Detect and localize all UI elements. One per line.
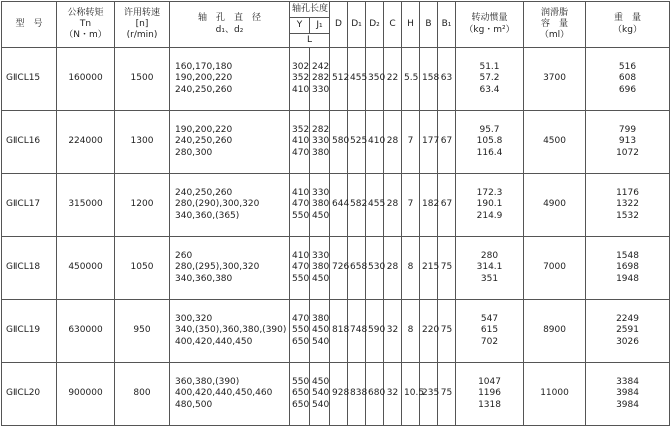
cell-y-line: 302 bbox=[292, 62, 310, 73]
cell-b1: 75 bbox=[438, 237, 456, 300]
cell-inertia bbox=[456, 300, 524, 363]
header-torque-l2: Tn bbox=[79, 18, 92, 29]
cell-b: 215 bbox=[420, 237, 438, 300]
cell-y-line: 470 bbox=[292, 314, 310, 325]
cell-weight-line: 516 bbox=[618, 62, 637, 73]
cell-bore-line: 400,420,440,450 bbox=[175, 336, 253, 347]
cell-y-line: 410 bbox=[292, 136, 310, 147]
cell-j1-line: 450 bbox=[312, 325, 330, 336]
cell-j1-line: 330 bbox=[312, 84, 330, 95]
cell-c: 28 bbox=[384, 174, 402, 237]
header-d: D bbox=[330, 2, 348, 48]
cell-b: 177 bbox=[420, 111, 438, 174]
cell-inertia bbox=[456, 48, 524, 111]
cell-weight-line: 3984 bbox=[616, 388, 639, 399]
cell-torque: 900000 bbox=[57, 363, 115, 426]
cell-weight-line: 1322 bbox=[616, 199, 639, 210]
cell-bore bbox=[170, 300, 290, 363]
cell-weight-line: 1532 bbox=[616, 210, 639, 221]
cell-d: 818 bbox=[330, 300, 348, 363]
cell-inertia-line: 214.9 bbox=[476, 210, 503, 221]
cell-j1 bbox=[310, 48, 330, 111]
header-weight-l1: 重 量 bbox=[614, 13, 642, 24]
table-row bbox=[2, 174, 670, 237]
cell-y-line: 550 bbox=[292, 377, 310, 388]
cell-bore bbox=[170, 363, 290, 426]
header-b: B bbox=[420, 2, 438, 48]
header-d2: D₂ bbox=[366, 2, 384, 48]
cell-speed: 1300 bbox=[115, 111, 170, 174]
cell-d: 644 bbox=[330, 174, 348, 237]
cell-bore-line: 280,300 bbox=[175, 147, 213, 158]
cell-bore-line: 240,250,260 bbox=[175, 188, 233, 199]
cell-torque: 450000 bbox=[57, 237, 115, 300]
cell-inertia bbox=[456, 111, 524, 174]
cell-bore-line: 260 bbox=[175, 251, 193, 262]
header-torque bbox=[57, 2, 115, 48]
cell-inertia-line: 702 bbox=[480, 336, 499, 347]
cell-j1-line: 540 bbox=[312, 388, 330, 399]
cell-bore bbox=[170, 48, 290, 111]
cell-j1 bbox=[310, 300, 330, 363]
header-h: H bbox=[402, 2, 420, 48]
cell-inertia-line: 57.2 bbox=[479, 73, 500, 84]
cell-d1: 525 bbox=[348, 111, 366, 174]
cell-d2: 590 bbox=[366, 300, 384, 363]
cell-bore-line: 340,(350),360,380,(390) bbox=[175, 325, 287, 336]
cell-bore bbox=[170, 111, 290, 174]
cell-grease: 8900 bbox=[524, 300, 586, 363]
header-bore-l1: 轴 孔 直 径 bbox=[197, 13, 261, 24]
cell-bore-line: 190,200,220 bbox=[175, 125, 233, 136]
cell-inertia-line: 95.7 bbox=[479, 125, 500, 136]
cell-weight-line: 1948 bbox=[616, 273, 639, 284]
cell-h: 8 bbox=[402, 237, 420, 300]
cell-speed: 1050 bbox=[115, 237, 170, 300]
cell-h: 10.5 bbox=[402, 363, 420, 426]
cell-weight bbox=[586, 48, 670, 111]
cell-j1 bbox=[310, 363, 330, 426]
cell-bore bbox=[170, 237, 290, 300]
cell-weight-line: 1176 bbox=[616, 188, 639, 199]
cell-weight-line: 3984 bbox=[616, 399, 639, 410]
cell-y-line: 410 bbox=[292, 84, 310, 95]
cell-grease: 11000 bbox=[524, 363, 586, 426]
cell-y-line: 352 bbox=[292, 125, 310, 136]
cell-inertia-line: 116.4 bbox=[476, 147, 503, 158]
cell-c: 28 bbox=[384, 237, 402, 300]
cell-bore-line: 360,380,(390) bbox=[175, 377, 240, 388]
cell-weight-line: 799 bbox=[618, 125, 637, 136]
cell-d: 512 bbox=[330, 48, 348, 111]
header-inertia-l1: 转动惯量 bbox=[471, 13, 508, 24]
cell-h: 7 bbox=[402, 174, 420, 237]
cell-bore-line: 190,200,220 bbox=[175, 73, 233, 84]
cell-inertia-line: 172.3 bbox=[476, 188, 503, 199]
header-inertia-l2: （kg・m²） bbox=[464, 24, 515, 35]
cell-weight bbox=[586, 300, 670, 363]
cell-d2: 455 bbox=[366, 174, 384, 237]
cell-b: 220 bbox=[420, 300, 438, 363]
header-c: C bbox=[384, 2, 402, 48]
cell-j1-line: 242 bbox=[312, 62, 330, 73]
cell-b1: 63 bbox=[438, 48, 456, 111]
cell-speed: 1200 bbox=[115, 174, 170, 237]
cell-j1-line: 330 bbox=[312, 188, 330, 199]
cell-bore-line: 240,250,260 bbox=[175, 136, 233, 147]
cell-c: 28 bbox=[384, 111, 402, 174]
cell-b1: 67 bbox=[438, 174, 456, 237]
cell-grease: 4500 bbox=[524, 111, 586, 174]
cell-b: 235 bbox=[420, 363, 438, 426]
cell-model: GⅡCL15 bbox=[2, 48, 57, 111]
cell-j1 bbox=[310, 237, 330, 300]
cell-y-line: 650 bbox=[292, 336, 310, 347]
cell-weight bbox=[586, 363, 670, 426]
cell-d2: 680 bbox=[366, 363, 384, 426]
cell-model: GⅡCL16 bbox=[2, 111, 57, 174]
cell-j1-line: 282 bbox=[312, 125, 330, 136]
cell-model: GⅡCL20 bbox=[2, 363, 57, 426]
cell-bore-line: 400,420,440,450,460 bbox=[175, 388, 273, 399]
cell-weight-line: 696 bbox=[618, 84, 637, 95]
cell-j1-line: 282 bbox=[312, 73, 330, 84]
cell-weight-line: 2249 bbox=[616, 314, 639, 325]
table-row bbox=[2, 48, 670, 111]
cell-y bbox=[290, 111, 310, 174]
header-speed-l2: [n] bbox=[135, 18, 149, 29]
header-inertia bbox=[456, 2, 524, 48]
cell-b1: 75 bbox=[438, 363, 456, 426]
header-weight bbox=[586, 2, 670, 48]
header-b1: B₁ bbox=[438, 2, 456, 48]
cell-inertia bbox=[456, 174, 524, 237]
cell-weight-line: 1072 bbox=[616, 147, 639, 158]
cell-weight-line: 608 bbox=[618, 73, 637, 84]
cell-j1-line: 450 bbox=[312, 377, 330, 388]
cell-d1: 455 bbox=[348, 48, 366, 111]
cell-j1-line: 380 bbox=[312, 314, 330, 325]
cell-y bbox=[290, 300, 310, 363]
table-row bbox=[2, 111, 670, 174]
coupling-spec-table bbox=[1, 1, 670, 426]
cell-y-line: 470 bbox=[292, 262, 310, 273]
cell-d1: 582 bbox=[348, 174, 366, 237]
cell-c: 22 bbox=[384, 48, 402, 111]
cell-y-line: 550 bbox=[292, 210, 310, 221]
header-row-1 bbox=[2, 2, 670, 18]
cell-y-line: 650 bbox=[292, 399, 310, 410]
cell-torque: 315000 bbox=[57, 174, 115, 237]
cell-inertia-line: 51.1 bbox=[479, 62, 500, 73]
table-row bbox=[2, 237, 670, 300]
cell-grease: 4900 bbox=[524, 174, 586, 237]
header-bore bbox=[170, 2, 290, 48]
cell-j1 bbox=[310, 111, 330, 174]
header-speed bbox=[115, 2, 170, 48]
header-weight-l2: （kg） bbox=[613, 24, 642, 35]
cell-weight-line: 1548 bbox=[616, 251, 639, 262]
cell-inertia bbox=[456, 237, 524, 300]
header-l: L bbox=[290, 34, 330, 48]
cell-inertia bbox=[456, 363, 524, 426]
cell-d: 726 bbox=[330, 237, 348, 300]
cell-y-line: 470 bbox=[292, 199, 310, 210]
cell-j1-line: 450 bbox=[312, 210, 330, 221]
cell-bore-line: 480,500 bbox=[175, 399, 213, 410]
cell-j1 bbox=[310, 174, 330, 237]
cell-inertia-line: 280 bbox=[480, 251, 499, 262]
cell-weight-line: 913 bbox=[618, 136, 637, 147]
cell-weight bbox=[586, 111, 670, 174]
cell-weight-line: 2591 bbox=[616, 325, 639, 336]
cell-y bbox=[290, 237, 310, 300]
cell-speed: 800 bbox=[115, 363, 170, 426]
cell-y-line: 550 bbox=[292, 273, 310, 284]
cell-y bbox=[290, 174, 310, 237]
cell-b1: 75 bbox=[438, 300, 456, 363]
cell-j1-line: 540 bbox=[312, 336, 330, 347]
cell-d1: 748 bbox=[348, 300, 366, 363]
cell-inertia-line: 105.8 bbox=[476, 136, 503, 147]
cell-b1: 67 bbox=[438, 111, 456, 174]
cell-h: 5.5 bbox=[402, 48, 420, 111]
cell-y bbox=[290, 48, 310, 111]
cell-d2: 410 bbox=[366, 111, 384, 174]
cell-inertia-line: 615 bbox=[480, 325, 499, 336]
cell-model: GⅡCL19 bbox=[2, 300, 57, 363]
cell-j1-line: 330 bbox=[312, 251, 330, 262]
header-d1: D₁ bbox=[348, 2, 366, 48]
cell-j1-line: 380 bbox=[312, 262, 330, 273]
table-row bbox=[2, 363, 670, 426]
header-grease-l2: 容 量 bbox=[541, 18, 569, 29]
cell-y-line: 550 bbox=[292, 325, 310, 336]
cell-inertia-line: 351 bbox=[480, 273, 499, 284]
cell-weight bbox=[586, 237, 670, 300]
cell-y-line: 470 bbox=[292, 147, 310, 158]
cell-bore-line: 280,(295),300,320 bbox=[175, 262, 260, 273]
cell-d2: 350 bbox=[366, 48, 384, 111]
header-y: Y bbox=[290, 18, 310, 34]
cell-d1: 838 bbox=[348, 363, 366, 426]
header-j1: J₁ bbox=[310, 18, 330, 34]
cell-y-line: 410 bbox=[292, 188, 310, 199]
cell-c: 32 bbox=[384, 300, 402, 363]
cell-bore-line: 160,170,180 bbox=[175, 62, 233, 73]
cell-h: 7 bbox=[402, 111, 420, 174]
cell-y-line: 352 bbox=[292, 73, 310, 84]
cell-d: 580 bbox=[330, 111, 348, 174]
cell-model: GⅡCL17 bbox=[2, 174, 57, 237]
cell-torque: 630000 bbox=[57, 300, 115, 363]
cell-inertia-line: 1318 bbox=[478, 399, 501, 410]
cell-j1-line: 380 bbox=[312, 199, 330, 210]
header-torque-l3: （N・m） bbox=[64, 30, 107, 41]
cell-inertia-line: 190.1 bbox=[476, 199, 503, 210]
cell-torque: 224000 bbox=[57, 111, 115, 174]
cell-inertia-line: 547 bbox=[480, 314, 499, 325]
cell-inertia-line: 314.1 bbox=[476, 262, 503, 273]
cell-bore-line: 340,360,(365) bbox=[175, 210, 240, 221]
cell-h: 8 bbox=[402, 300, 420, 363]
header-grease bbox=[524, 2, 586, 48]
cell-bore-line: 340,360,380 bbox=[175, 273, 233, 284]
header-grease-l1: 润滑脂 bbox=[541, 7, 569, 18]
header-torque-l1: 公称转矩 bbox=[67, 7, 104, 18]
cell-grease: 7000 bbox=[524, 237, 586, 300]
header-speed-l3: (r/min) bbox=[126, 30, 158, 41]
cell-d: 928 bbox=[330, 363, 348, 426]
header-model: 型 号 bbox=[2, 2, 57, 48]
cell-speed: 950 bbox=[115, 300, 170, 363]
cell-model: GⅡCL18 bbox=[2, 237, 57, 300]
cell-c: 32 bbox=[384, 363, 402, 426]
header-grease-l3: （ml） bbox=[539, 30, 570, 41]
cell-j1-line: 330 bbox=[312, 136, 330, 147]
cell-weight bbox=[586, 174, 670, 237]
cell-b: 182 bbox=[420, 174, 438, 237]
cell-weight-line: 3026 bbox=[616, 336, 639, 347]
cell-grease: 3700 bbox=[524, 48, 586, 111]
cell-weight-line: 3384 bbox=[616, 377, 639, 388]
cell-speed: 1500 bbox=[115, 48, 170, 111]
cell-inertia-line: 1047 bbox=[478, 377, 501, 388]
cell-j1-line: 450 bbox=[312, 273, 330, 284]
cell-inertia-line: 63.4 bbox=[479, 84, 500, 95]
header-bore-l2: d₁、d₂ bbox=[215, 24, 244, 35]
header-length-group: 轴孔长度 bbox=[290, 2, 330, 18]
cell-weight-line: 1698 bbox=[616, 262, 639, 273]
cell-j1-line: 540 bbox=[312, 399, 330, 410]
cell-y bbox=[290, 363, 310, 426]
cell-d1: 658 bbox=[348, 237, 366, 300]
header-speed-l1: 许用转速 bbox=[123, 7, 160, 18]
cell-torque: 160000 bbox=[57, 48, 115, 111]
cell-bore-line: 300,320 bbox=[175, 314, 213, 325]
cell-y-line: 650 bbox=[292, 388, 310, 399]
cell-b: 158 bbox=[420, 48, 438, 111]
cell-d2: 530 bbox=[366, 237, 384, 300]
cell-bore-line: 280,(290),300,320 bbox=[175, 199, 260, 210]
cell-y-line: 410 bbox=[292, 251, 310, 262]
cell-bore-line: 240,250,260 bbox=[175, 84, 233, 95]
cell-bore bbox=[170, 174, 290, 237]
cell-j1-line: 380 bbox=[312, 147, 330, 158]
cell-inertia-line: 1196 bbox=[478, 388, 501, 399]
table-row bbox=[2, 300, 670, 363]
